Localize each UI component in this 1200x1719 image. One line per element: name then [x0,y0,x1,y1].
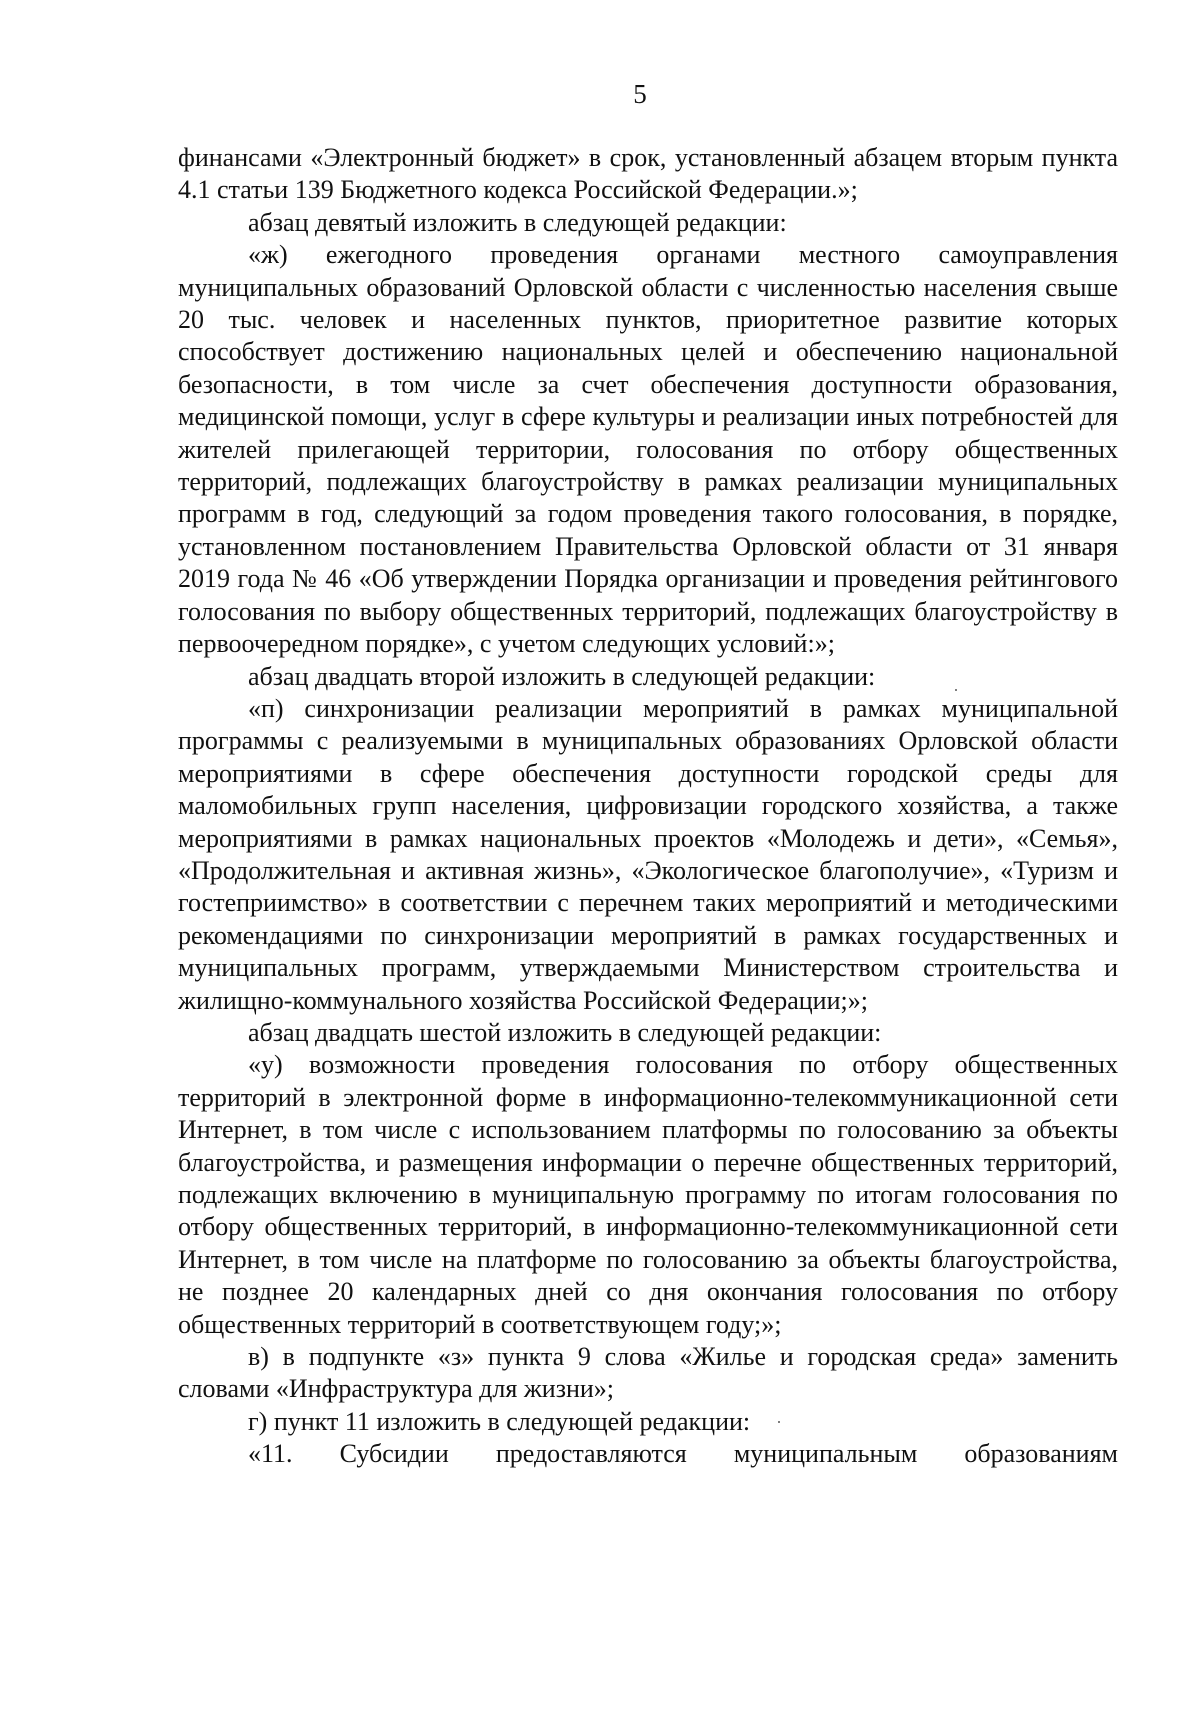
scan-speck [778,1421,780,1423]
paragraph-item-v: в) в подпункте «з» пункта 9 слова «Жилье и городская среда» заменить словами «Инфраструктура для жизни»; [178,1342,1118,1404]
paragraph-clause-11: «11. Субсидии предоставляются муниципальным образованиям [248,1439,1118,1469]
paragraph-instruction-ninth: абзац девятый изложить в следующей редакции: [248,207,787,237]
scan-speck [955,689,957,691]
paragraph-clause-p: «п) синхронизации реализации мероприятий в рамках муниципальной программы с реализуемыми в муниципальных образованиях Орловской области мероприятиями в сфере обеспечения доступности городской среды для маломобильных групп населения, цифровизации городского хозяйства, а также мероприятиями в рамках национальных проектов «Молодежь и дети», «Семья», «Продолжительная и активная жизнь», «Экологическое благополучие», «Туризм и гостеприимство» в соответствии с перечнем таких мероприятий и методическими рекомендациями по синхронизации мероприятий в рамках государственных и муниципальных программ, утверждаемыми Министерством строительства и жилищно-коммунального хозяйства Российской Федерации;»; [178,693,1118,1015]
page-number: 5 [633,79,647,109]
paragraph-instruction-twenty-second: абзац двадцать второй изложить в следующей редакции: [248,661,876,691]
paragraph-instruction-twenty-sixth: абзац двадцать шестой изложить в следующей редакции: [248,1017,882,1047]
paragraph-continuation: финансами «Электронный бюджет» в срок, установленный абзацем вторым пункта 4.1 статьи 139 Бюджетного кодекса Российской Федерации.»; [178,143,1118,205]
paragraph-item-g: г) пункт 11 изложить в следующей редакции: [248,1406,751,1436]
paragraph-clause-u: «у) возможности проведения голосования по отбору общественных территорий в электронной форме в информационно-телекоммуникационной сети Интернет, в том числе с использованием платформы по голосованию за объекты благоустройства, и размещения информации о перечне общественных территорий, подлежащих включению в муниципальную программу по итогам голосования по отбору общественных территорий, в информационно-телекоммуникационной сети Интернет, в том числе на платформе по голосованию за объекты благоустройства, не позднее 20 календарных дней со дня окончания голосования по отбору общественных территорий в соответствующем году;»; [178,1050,1118,1339]
document-body [178,142,1118,1471]
paragraph-clause-zh: «ж) ежегодного проведения органами местного самоуправления муниципальных образований Орловской области с численностью населения свыше 20 тыс. человек и населенных пунктов, приоритетное развитие которых способствует достижению национальных целей и обеспечению национальной безопасности, в том числе за счет обеспечения доступности образования, медицинской помощи, услуг в сфере культуры и реализации иных потребностей для жителей прилегающей территории, голосования по отбору общественных территорий, подлежащих благоустройству в рамках реализации муниципальных программ в год, следующий за годом проведения такого голосования, в порядке, установленном постановлением Правительства Орловской области от 31 января 2019 года № 46 «Об утверждении Порядка организации и проведения рейтингового голосования по выбору общественных территорий, подлежащих благоустройству в первоочередном порядке», с учетом следующих условий:»; [178,240,1118,659]
